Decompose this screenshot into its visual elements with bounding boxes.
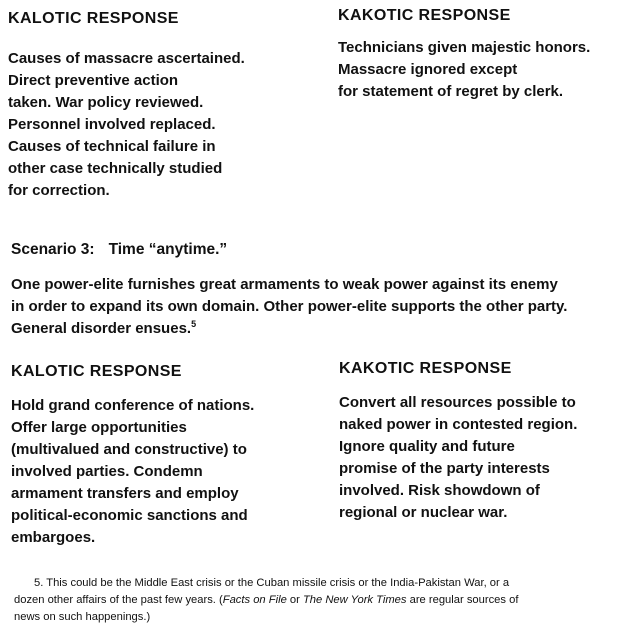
response-line: Hold grand conference of nations. xyxy=(11,397,255,414)
scenario-label: Scenario 3: xyxy=(11,241,95,258)
response-line: Convert all resources possible to xyxy=(339,394,576,411)
footnote-line xyxy=(14,592,518,609)
response-line: involved parties. Condemn xyxy=(11,463,203,480)
response-line: Direct preventive action xyxy=(8,72,179,89)
kalotic-response-list xyxy=(11,395,254,549)
footnote-reference: 5 xyxy=(191,319,197,329)
response-line: other case technically studied xyxy=(8,160,223,177)
source-title: The New York Times xyxy=(302,594,407,606)
footnote xyxy=(14,575,518,626)
scenario-time: Time “anytime.” xyxy=(108,241,228,258)
response-line: Personnel involved replaced. xyxy=(8,116,216,133)
response-line: regional or nuclear war. xyxy=(339,504,508,521)
kalotic-heading: KALOTIC RESPONSE xyxy=(8,10,179,27)
response-line: taken. War policy reviewed. xyxy=(8,94,204,111)
footnote-text: are regular sources of xyxy=(406,594,519,606)
footnote-number: 5. xyxy=(34,577,44,589)
scenario2-kakotic-column xyxy=(338,6,590,103)
scenario-3-description xyxy=(11,274,567,340)
response-line: for correction. xyxy=(8,182,110,199)
source-title: Facts on File xyxy=(222,594,287,606)
kakotic-heading: KAKOTIC RESPONSE xyxy=(338,7,511,24)
description-line-last xyxy=(11,318,567,340)
scenario-3-heading xyxy=(11,241,227,259)
response-line: embargoes. xyxy=(11,529,96,546)
response-line: Causes of massacre ascertained. xyxy=(8,50,245,67)
description-line: General disorder ensues. xyxy=(11,320,192,337)
footnote-text: This could be the Middle East crisis or the Cuban missile crisis or the India-Pakistan War, or a xyxy=(46,577,510,589)
response-line: promise of the party interests xyxy=(339,460,550,477)
response-line: Technicians given majestic honors. xyxy=(338,39,591,56)
kakotic-response-list xyxy=(338,37,590,103)
footnote-text: or xyxy=(286,594,303,606)
response-line: armament transfers and employ xyxy=(11,485,239,502)
description-line: in order to expand its own domain. Other power-elite supports the other party. xyxy=(11,298,568,315)
kakotic-response-list xyxy=(339,392,577,524)
scenario3-kakotic-column xyxy=(339,359,577,524)
kalotic-heading: KALOTIC RESPONSE xyxy=(11,363,182,380)
kakotic-heading: KAKOTIC RESPONSE xyxy=(339,360,512,377)
footnote-line: news on such happenings.) xyxy=(14,611,151,623)
response-line: Offer large opportunities xyxy=(11,419,187,436)
kalotic-response-list xyxy=(8,48,245,202)
scenario3-kalotic-column xyxy=(11,362,254,549)
scenario2-kalotic-column xyxy=(8,9,245,202)
description-line: One power-elite furnishes great armaments to weak power against its enemy xyxy=(11,276,558,293)
response-line: involved. Risk showdown of xyxy=(339,482,540,499)
response-line: political-economic sanctions and xyxy=(11,507,248,524)
response-line: Ignore quality and future xyxy=(339,438,515,455)
response-line: (multivalued and constructive) to xyxy=(11,441,247,458)
response-line: for statement of regret by clerk. xyxy=(338,83,564,100)
footnote-text: dozen other affairs of the past few years. ( xyxy=(14,594,223,606)
response-line: Massacre ignored except xyxy=(338,61,518,78)
footnote-line xyxy=(14,575,518,592)
response-line: Causes of technical failure in xyxy=(8,138,216,155)
response-line: naked power in contested region. xyxy=(339,416,578,433)
